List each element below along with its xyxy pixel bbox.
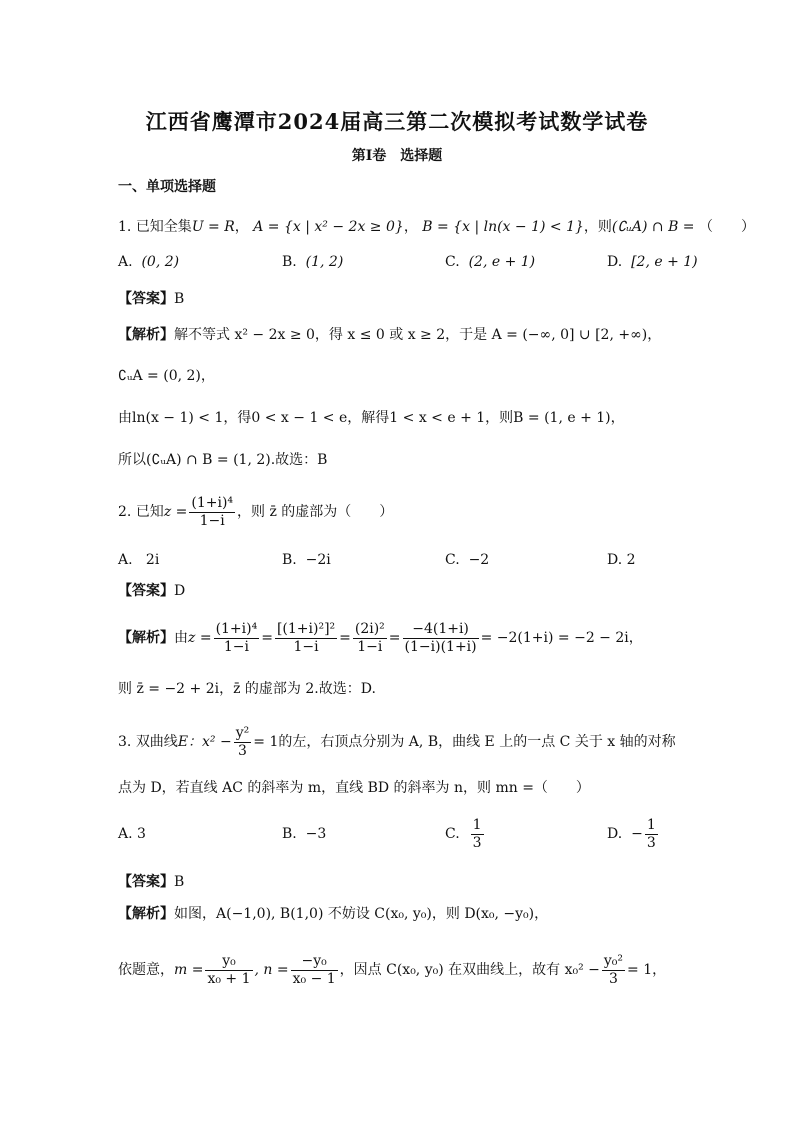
option-label: A. [118,552,133,568]
numerator: 1 [646,816,656,833]
answer-line [118,289,184,309]
fraction [353,621,387,656]
option-value: [2, e + 1) [631,254,698,270]
option-c [445,550,489,570]
z-lhs: z = [188,630,212,646]
numerator: y₀ [205,953,252,971]
option-d [607,252,698,272]
section-heading: 一、单项选择题 [118,179,216,195]
set-a: A = {x | x² − 2x ≥ 0} [253,219,404,235]
option-label: B. [282,826,297,842]
fraction [189,495,235,530]
solution-line: ∁ᵤA = (0, 2)， [118,368,215,384]
numerator: y₀² [603,952,624,969]
solution-text: 依题意， [118,962,174,978]
solution-line [118,325,661,345]
question-3-stem [118,722,676,762]
answer-line [118,872,184,892]
option-label: D. [607,552,623,568]
option-c [445,252,535,272]
solution-line [118,904,548,924]
stem-text: 已知 [135,504,164,520]
question-number: 3. [118,734,132,750]
option-value: −2i [305,552,331,568]
solution-text: 由 [174,630,188,646]
answer-value: D [174,583,186,599]
part-label: 第Ⅰ卷 [351,148,387,164]
fraction [645,817,658,852]
option-label: D. [607,826,623,842]
question-number: 1. [118,219,132,235]
option-c [445,814,486,854]
denominator: x₀ − 1 [292,970,336,987]
solution-text: = 1， [627,962,667,978]
stem-text: 双曲线 [135,734,178,750]
option-d [607,550,636,570]
solution-line: 则 z̄ = −2 + 2i，z̄ 的虚部为 2.故选：D. [118,681,376,697]
option-label: D. [607,254,623,270]
option-label: A. [118,254,133,270]
fraction [214,621,260,656]
denominator: 3 [238,742,247,759]
analysis-label: 【解析】 [118,906,174,922]
option-value: −3 [305,826,327,842]
answer-value: B [174,874,185,890]
fraction [291,953,338,988]
option-label: C. [445,552,460,568]
option-sign: − [631,826,643,842]
fraction [234,725,252,760]
answer-value: B [174,291,185,307]
question-number: 2. [118,504,132,520]
solution-line: 所以(∁ᵤA) ∩ B = (1, 2).故选：B [118,452,328,468]
solution-line [118,950,666,990]
option-label: A. [118,826,133,842]
solution-text: = −2(1+i) = −2 − 2i， [480,630,643,646]
option-b [282,814,326,854]
slope-n: , n = [254,962,289,978]
set-u: U = R [191,219,235,235]
fraction [471,817,484,852]
analysis-label: 【解析】 [118,327,174,343]
option-value: (2, e + 1) [468,254,536,270]
option-d [607,814,660,854]
denominator: 1−i [357,638,383,655]
option-label: B. [282,552,297,568]
fraction [602,953,625,988]
option-b [282,550,331,570]
option-value: (1, 2) [305,254,344,270]
denominator: 1−i [293,638,319,655]
part-name: 选择题 [400,148,443,164]
answer-label: 【答案】 [118,874,174,890]
option-a [118,814,146,854]
stem-text: = 1的左，右顶点分别为 A, B，曲线 E 上的一点 C 关于 x 轴的对称 [253,734,676,750]
denominator: (1−i)(1+i) [404,638,477,655]
question-1-stem: 1. 已知全集U = R， A = {x | x² − 2x ≥ 0}， B = {x | ln(x − 1) < 1}，则(∁ᵤA) ∩ B = （ ） [118,219,755,235]
part-subtitle [0,145,794,165]
page-title: 江西省鹰潭市2024届高三第二次模拟考试数学试卷 [145,109,649,134]
fraction [275,621,337,656]
slope-m: m = [174,962,204,978]
denominator: x₀ + 1 [207,970,251,987]
answer-label: 【答案】 [118,583,174,599]
denominator: 3 [609,970,618,987]
stem-text: ，则 [583,219,612,235]
option-value: (0, 2) [141,254,180,270]
denominator: 1−i [223,638,249,655]
denominator: 1−i [199,512,225,529]
numerator: −4(1+i) [403,621,479,639]
option-value: 3 [137,826,146,842]
denominator: 3 [472,834,482,851]
numerator: y² [235,724,250,741]
numerator: 1 [472,816,482,833]
answer-blank: （ ） [699,219,755,235]
numerator: (1+i)⁴ [191,494,234,511]
option-a [118,550,159,570]
z-lhs: z = [163,504,188,520]
option-label: C. [445,254,460,270]
answer-label: 【答案】 [118,291,174,307]
fraction [205,953,252,988]
option-label: B. [282,254,297,270]
answer-line [118,581,185,601]
solution-line: 由ln(x − 1) < 1，得0 < x − 1 < e，解得1 < x < e + 1，则B = (1, e + 1)， [118,410,625,426]
option-label: C. [445,826,460,842]
question-3-stem-cont: 点为 D，若直线 AC 的斜率为 m，直线 BD 的斜率为 n，则 mn =（ ） [118,780,590,796]
numerator: −y₀ [291,953,338,971]
numerator: (1+i)⁴ [215,620,258,637]
stem-text: ，则 z̄ 的虚部为（ ） [237,504,394,520]
solution-text: 解不等式 x² − 2x ≥ 0，得 x ≤ 0 或 x ≥ 2，于是 A = (−∞, 0] ∪ [2, +∞)， [174,327,662,343]
solution-text: ，因点 C(x₀, y₀) 在双曲线上，故有 x₀² − [339,962,600,978]
expression: (∁ᵤA) ∩ B = [611,219,695,235]
set-b: B = {x | ln(x − 1) < 1} [422,219,584,235]
option-value: 2i [145,552,160,568]
solution-line: 【解析】由z = $\frac{\text{(1+i)⁴}}{1-i}$ = $\frac{\text{[(1+i)²]²}}{1-i}$ = $\frac{\text{(2i)²}}{1-i}$ = $\frac{-4(1+i)}{(1-i)(1+i)}$ = −2(1+i) = −2 − 2i， [118,620,643,655]
denominator: 3 [646,834,656,851]
option-a [118,252,179,272]
question-2-stem [118,492,393,532]
option-value: −2 [468,552,490,568]
option-b [282,252,343,272]
option-value: 2 [626,552,636,568]
solution-text: 如图，A(−1,0), B(1,0) 不妨设 C(x₀, y₀)，则 D(x₀, −y₀)， [174,906,549,922]
fraction [403,621,479,656]
stem-text: 已知全集 [135,219,192,235]
numerator: [(1+i)²]² [276,620,336,637]
analysis-label: 【解析】 [118,630,174,646]
curve-equation: E：x² − [177,734,232,750]
numerator: (2i)² [354,620,385,637]
